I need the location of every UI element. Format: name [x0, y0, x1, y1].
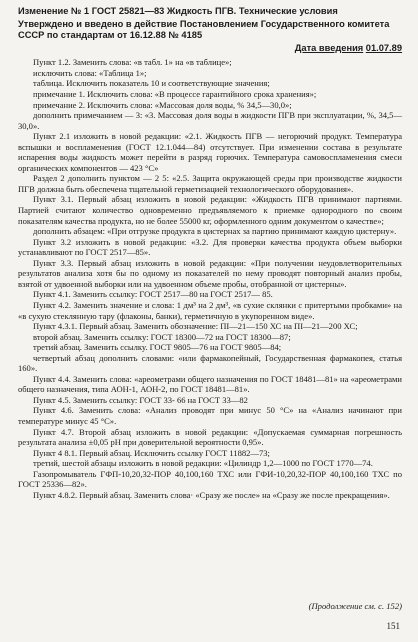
- paragraph: примечание 1. Исключить слова: «В процессе гарантийного срока хранения»;: [33, 89, 317, 100]
- effective-date-label: Дата введения: [294, 42, 364, 53]
- paragraph: Пункт 3.2 изложить в новой редакции: «3.2. Для проверки качества продукта объем выборки устанавливают по ГОСТ 2517—85».: [18, 236, 402, 258]
- effective-date-value: 01.07.89: [365, 42, 402, 53]
- amendment-title: Изменение № 1 ГОСТ 25821—83 Жидкость ПГВ. Технические условия: [18, 6, 338, 16]
- paragraph: дополнить абзацем: «При отгрузке продукта в цистернах за партию принимают каждую цистерну».: [33, 226, 397, 237]
- continuation-note: (Продолжение см. с. 152): [308, 601, 402, 611]
- paragraph: четвертый абзац дополнить словами: «или фармакопейный, Государственная фармакопея, статья 160».: [18, 352, 402, 374]
- paragraph: Пункт 4 8.1. Первый абзац. Исключить ссылку ГОСТ 11882—73;: [33, 447, 270, 458]
- paragraph: исключить слова: «Таблица 1»;: [33, 67, 147, 78]
- paragraph: третий, шестой абзацы изложить в новой редакции: «Цилиндр 1,2—1000 по ГОСТ 1770—74.: [33, 458, 373, 469]
- paragraph: Пункт 4.4. Заменить слова: «ареометрами общего назначения по ГОСТ 18481—81» на «ареометрами общего назначения, типа АОН-1, АОН-2, по ГОСТ 18481—81».: [18, 373, 402, 395]
- paragraph: Пункт 4.2. Заменить значение и слова: 1 дм³ на 2 дм³, «в сухие склянки с притертыми пробками» на «в сухую стеклянную тару (флаконы, банки), герметичную в укупоренном виде».: [18, 299, 402, 321]
- paragraph: Пункт 4.8.2. Первый абзац. Заменить слова· «Сразу же после» на «Сразу же после прекращения».: [33, 489, 390, 500]
- paragraph: Пункт 3.3. Первый абзац изложить в новой редакции: «При получении неудовлетворительных результатов анализа хотя бы по одному из показателей по нему проводят повторный анализ пробы, взятой от удвоенной выборки или на удвоенном объеме пробы, отобранной от цистерны».: [18, 257, 402, 289]
- paragraph: Пункт 4.3.1. Первый абзац. Заменить обозначение: ПІ—21—150 ХС на ПІ—21—200 ХС;: [33, 321, 358, 332]
- approval-statement: Утверждено и введено в действие Постановлением Государственного комитета СССР по стандартам от 16.12.88 № 4185: [18, 18, 390, 41]
- paragraph: третий абзац. Заменить ссылку. ГОСТ 9805—76 на ГОСТ 9805—84;: [33, 342, 282, 353]
- paragraph: Пункт 3.1. Первый абзац изложить в новой редакции: «Жидкость ПГВ принимают партиями. Партией считают количество одновременно предъявляемого к приемке однородного по своим показателям качества продукта, но не более 55000 кг, оформленного одним документом о качестве»;: [18, 194, 402, 226]
- paragraph: Пункт 2.1 изложить в новой редакции: «2.1. Жидкость ПГВ — негорючий продукт. Температура вспышки и воспламенения (ГОСТ 12.1.044—84) отсутствует. При изменении состава в результате испарения воды жидкость может перейти в разряд горючих. Температура самовоспламенения смеси органических компонентов — 423 °С»: [18, 131, 402, 173]
- paragraph: Пункт 1.2. Заменить слова: «в табл. 1» на «в таблице»;: [33, 57, 232, 68]
- paragraph: таблица. Исключить показатель 10 и соответствующие значения;: [33, 78, 270, 89]
- paragraph: Пункт 4.5. Заменить ссылку: ГОСТ 33- 66 на ГОСТ 33—82: [33, 394, 248, 405]
- effective-date: [18, 43, 402, 55]
- paragraph: Раздел 2 дополнить пунктом — 2 5: «2.5. Защита окружающей среды при производстве жидкости ПГВ должна быть обеспечена тщательной герметизацией технологического оборудования».: [18, 173, 402, 194]
- paragraph: Пункт 4.7. Второй абзац изложить в новой редакции: «Допускаемая суммарная погрешность результата анализа ±0,05 рН при доверительной вероятности 0,95».: [18, 426, 402, 448]
- paragraph: Пункт 4.6. Заменить слова: «Анализ проводят при минус 50 °С» на «Анализ начинают при температуре минус 45 °С».: [18, 405, 402, 426]
- paragraph: Газопромыватель ГФП-10,20,32-ПОР 40,100,160 ТХС или ГФИ-10,20,32-ПОР 40,100,160 ТХС по ГОСТ 25336—82».: [18, 468, 402, 490]
- page-number: 151: [386, 621, 400, 631]
- paragraph: второй абзац. Заменить ссылку: ГОСТ 18300—72 на ГОСТ 18300—87;: [33, 331, 291, 342]
- paragraph: дополнить примечанием — 3: «3. Массовая доля воды в жидкости ПГВ при эксплуатации, %, 34,5—30,0».: [18, 110, 402, 131]
- paragraph: Пункт 4.1. Заменить ссылку: ГОСТ 2517—80 на ГОСТ 2517— 85.: [33, 289, 273, 300]
- paragraph: примечание 2. Исключить слова: «Массовая доля воды, % 34,5—30,0»;: [33, 99, 292, 110]
